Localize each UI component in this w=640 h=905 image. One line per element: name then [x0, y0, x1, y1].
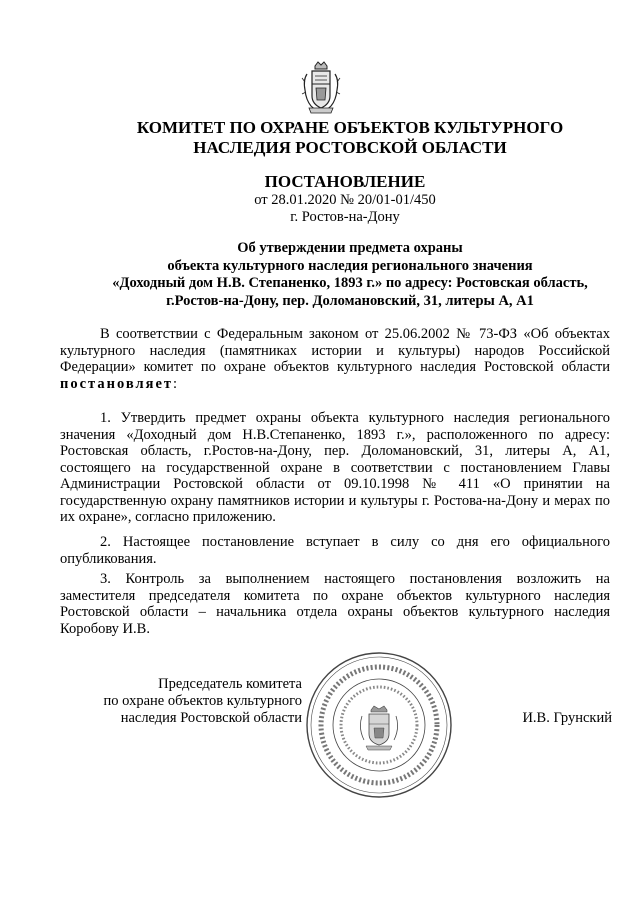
resolution-item-2-text: 2. Настоящее постановление вступает в силу со дня его официального опубликования. [60, 534, 610, 567]
subject-line-1: Об утверждении предмета охраны [237, 240, 463, 256]
signer-title [62, 676, 302, 727]
organization-title-line-1: КОМИТЕТ ПО ОХРАНЕ ОБЪЕКТОВ КУЛЬТУРНОГО [136, 118, 564, 137]
official-seal-icon [304, 650, 454, 800]
subject-line-4: г.Ростов-на-Дону, пер. Доломановский, 31, литеры А, А1 [166, 292, 534, 309]
document-meta [50, 192, 640, 226]
signer-name: И.В. Грунский [522, 710, 612, 726]
document-subject [60, 240, 640, 310]
organization-title [60, 118, 640, 158]
document-city: г. Ростов-на-Дону [290, 209, 400, 225]
coat-of-arms-icon [301, 60, 341, 116]
document-date-number: от 28.01.2020 № 20/01-01/450 [254, 192, 436, 208]
intro-end: : [173, 375, 178, 392]
signer-title-line-2: по охране объектов культурного [103, 693, 302, 709]
signer-title-line-3: наследия Ростовской области [120, 710, 302, 726]
intro-verb: постановляет [60, 375, 174, 392]
resolution-item-3-text: 3. Контроль за выполнением настоящего постановления возложить на заместителя председателя комитета по охране объектов культурного наследия Ростовской области – начальника отдела охраны объектов культурного наследия Коробову И.В. [60, 571, 610, 637]
subject-line-2: объекта культурного наследия регионального значения [167, 257, 533, 274]
resolution-item-2 [60, 534, 610, 567]
organization-title-line-2: НАСЛЕДИЯ РОСТОВСКОЙ ОБЛАСТИ [193, 138, 507, 157]
intro-paragraph [60, 326, 610, 392]
intro-text: В соответствии с Федеральным законом от 25.06.2002 № 73-ФЗ «Об объектах культурного наследия (памятниках истории и культуры) народов Российской Федерации» комитет по охране объектов культурного наследия Ростовской области [60, 326, 610, 375]
resolution-item-1-text: 1. Утвердить предмет охраны объекта культурного наследия регионального значения «Доходный дом Н.В.Степаненко, 1893 г.», расположенного по адресу: Ростовская область, г.Ростов-на-Дону, пер. Доломановский, 31, литеры А, А1, состоящего на государственной охране в соответствии с постановлением Главы Администрации Ростовской области от 09.10.1998 № 411 «О принятии на государственную охрану памятников истории и культуры г. Ростова-на-Дону и мерах по их охране», согласно приложению. [60, 410, 610, 525]
resolution-item-1 [60, 410, 610, 526]
signer-title-line-1: Председатель комитета [158, 676, 302, 692]
document-type: ПОСТАНОВЛЕНИЕ [264, 172, 426, 191]
subject-line-3: «Доходный дом Н.В. Степаненко, 1893 г.» по адресу: Ростовская область, [112, 275, 588, 291]
resolution-item-3 [60, 571, 610, 637]
